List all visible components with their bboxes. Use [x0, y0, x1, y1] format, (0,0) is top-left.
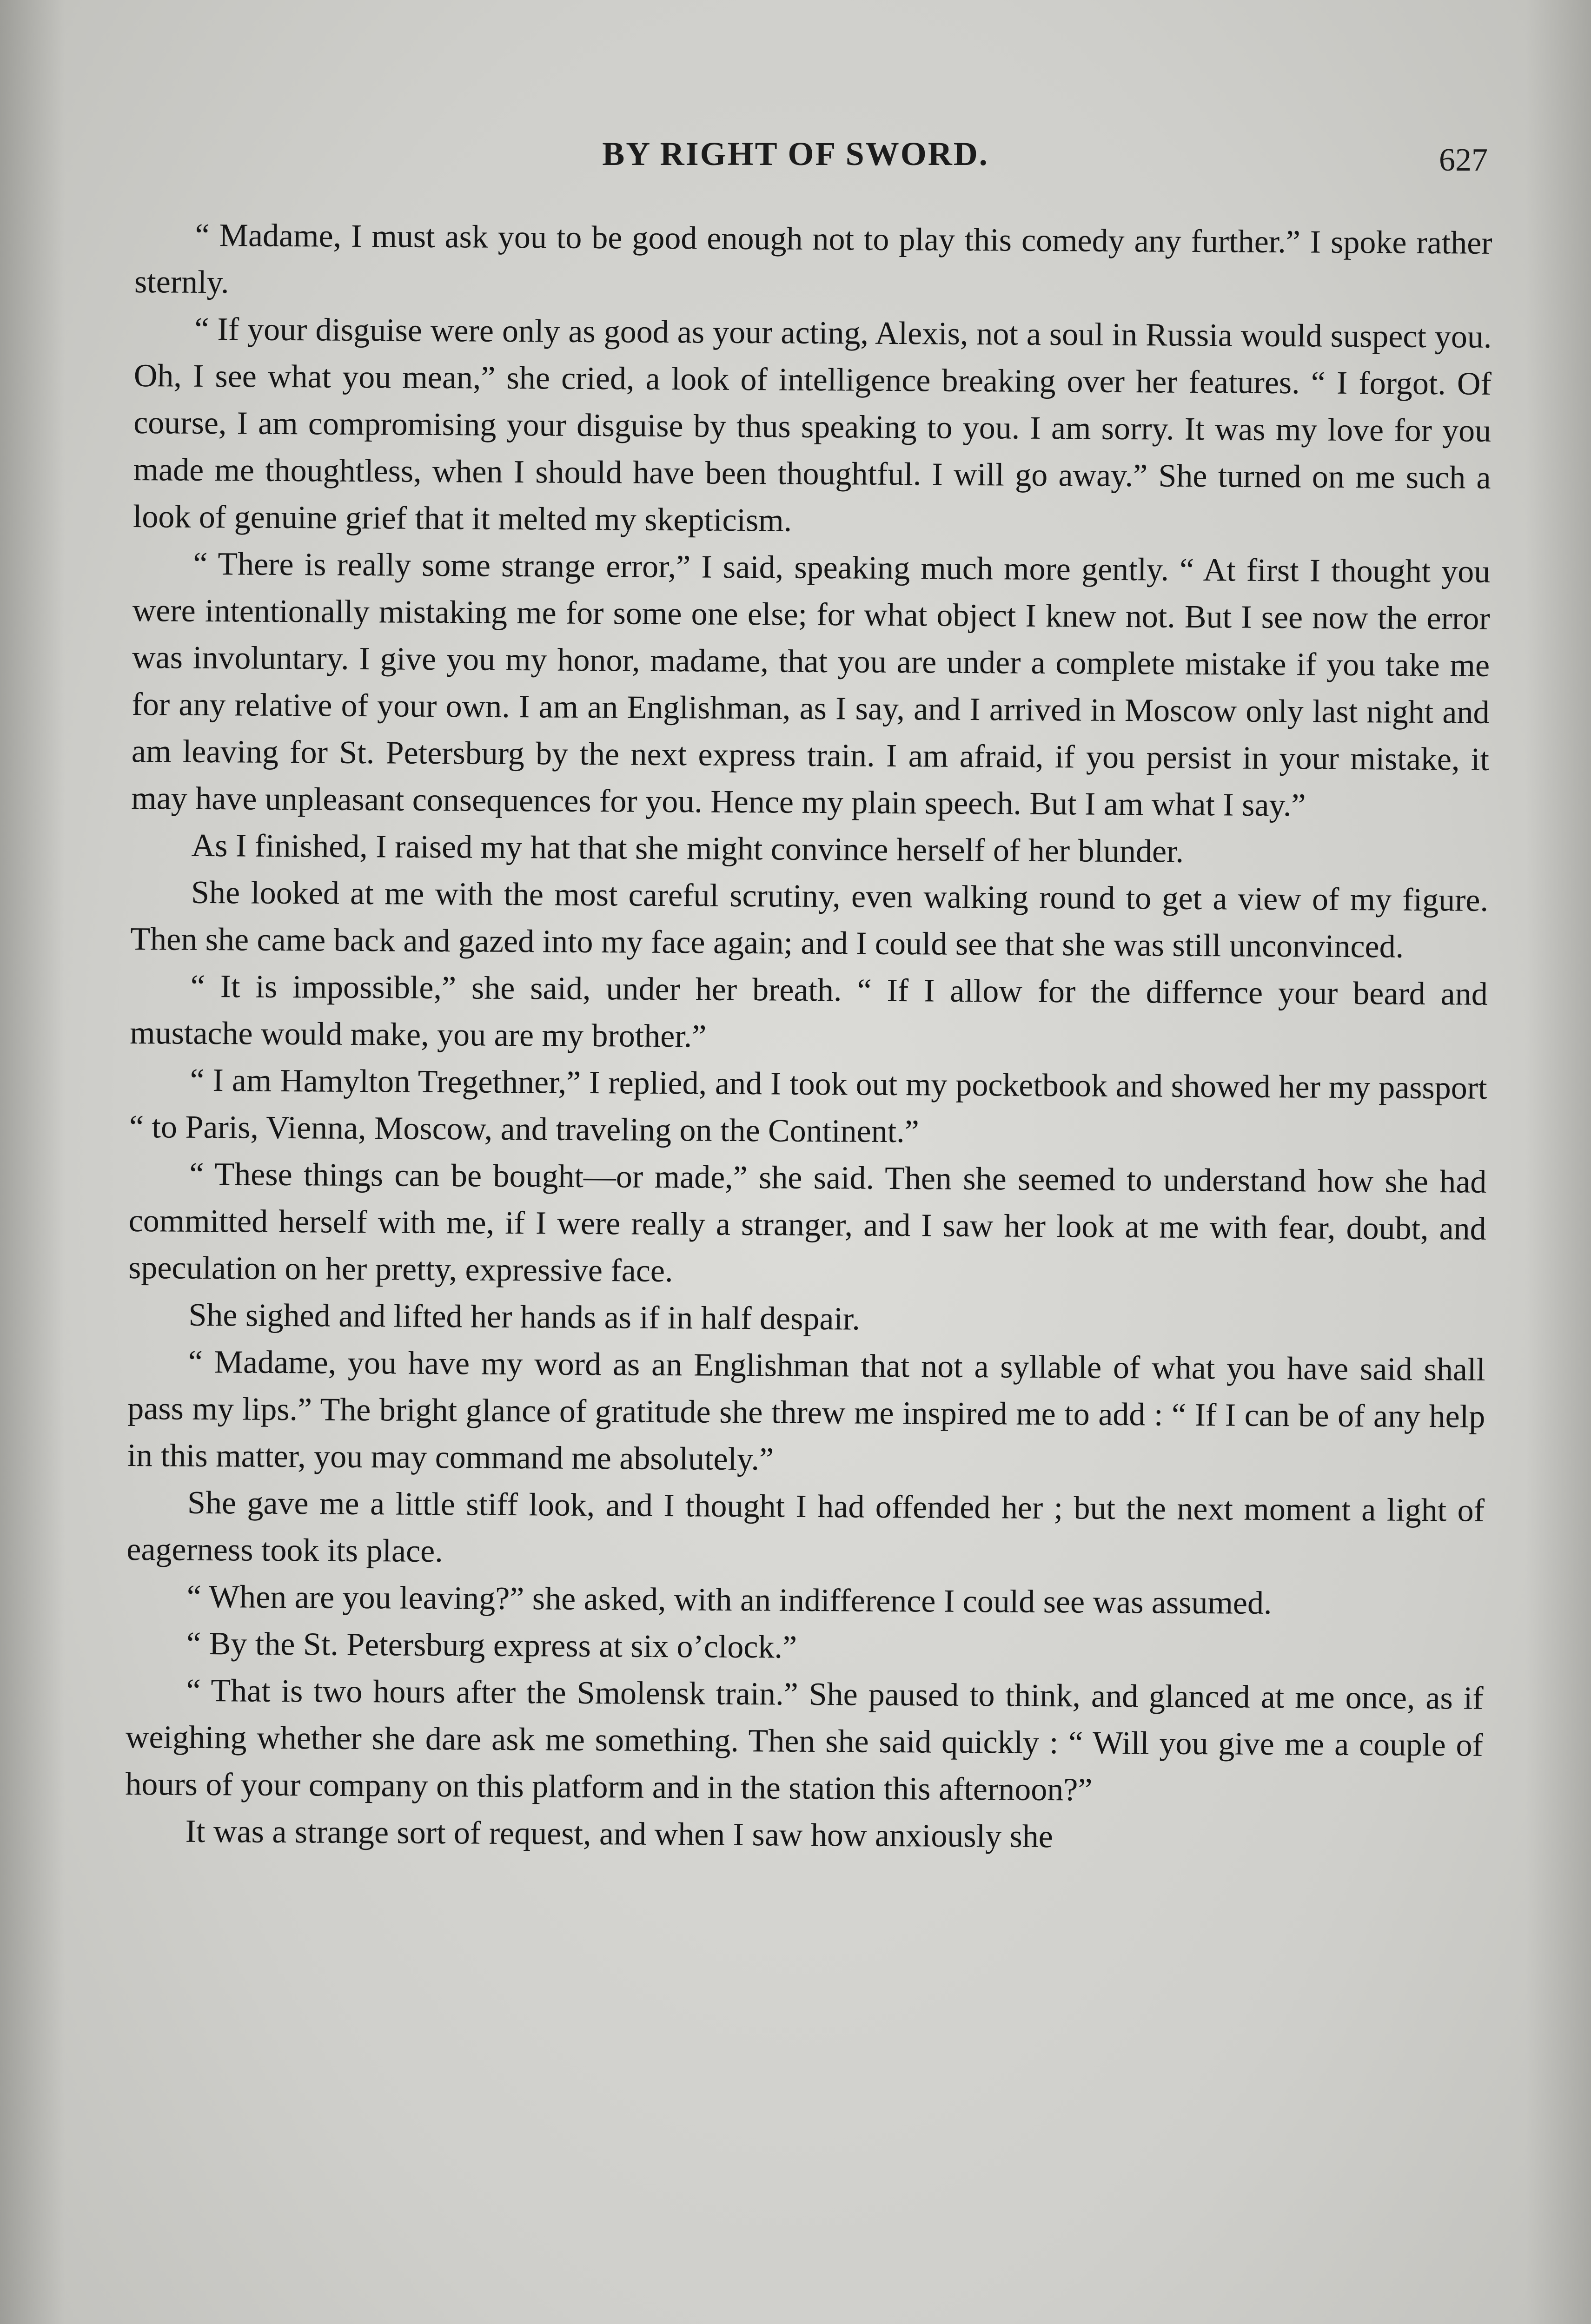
paragraph: “ These things can be bought—or made,” she said. Then she seemed to understand how she had committed herself with me, if I were really a stranger, and I saw her look at me with fear, doubt, and speculation on her pretty, expressive face. — [128, 1156, 1487, 1289]
paragraph: “ Madame, you have my word as an Englishman that not a syllable of what you have said shall pass my lips.” The bright glance of gratitude she threw me inspired me to add : “ If I can be of any help in this matter, you may command me absolutely.” — [127, 1344, 1486, 1478]
paragraph: “ Madame, I must ask you to be good enough not to play this comedy any further.” I spoke rather sternly. — [134, 217, 1492, 301]
running-head-title: BY RIGHT OF SWORD. — [602, 135, 989, 172]
paragraph: “ It is impossible,” she said, under her breath. “ If I allow for the differnce your beard and mustache would make, you are my brother.” — [129, 968, 1488, 1055]
paragraph: She gave me a little stiff look, and I thought I had offended her ; but the next moment a light of eagerness took its place. — [126, 1485, 1485, 1570]
paragraph: “ If your disguise were only as good as your acting, Alexis, not a soul in Russia would suspect you. Oh, I see what you mean,” she cried, a look of intelligence breaking over her features. “ I forgot. Of course, I am compromising your disguise by thus speaking to you. I am sorry. It was my love for you made me thoughtless, when I should have been thoughtful. I will go away.” She turned on me such a look of genuine grief that it melted my skepticism. — [133, 311, 1492, 539]
paragraph: “ By the St. Petersburg express at six o’clock.” — [186, 1625, 797, 1665]
paragraph: She sighed and lifted her hands as if in half despair. — [188, 1297, 861, 1337]
page-number: 627 — [1439, 142, 1488, 178]
paragraph: “ When are you leaving?” she asked, with an indifference I could see was assumed. — [186, 1578, 1272, 1621]
paragraph: As I finished, I raised my hat that she might convince herself of her blunder. — [191, 827, 1184, 870]
paragraph: “ I am Hamylton Tregethner,” I replied, and I took out my pocketbook and showed her my passport “ to Paris, Vienna, Moscow, and traveling on the Continent.” — [129, 1062, 1487, 1150]
left-edge-shadow — [0, 0, 65, 2324]
paragraph: She looked at me with the most careful scrutiny, even walking round to get a view of my figure. Then she came back and gazed into my face again; and I could see that she was still unconvinced. — [130, 874, 1489, 965]
paragraph: It was a strange sort of request, and when I saw how anxiously she — [185, 1813, 1054, 1855]
paragraph: “ That is two hours after the Smolensk train.” She paused to think, and glanced at me once, as if weighing whether she dare ask me something. Then she said quickly : “ Will you give me a couple of hours of your company on this platform and in the station this afternoon?” — [125, 1672, 1484, 1808]
body-text — [125, 211, 1492, 1863]
right-edge-shadow — [1526, 0, 1591, 2324]
paragraph: “ There is really some strange error,” I said, speaking much more gently. “ At first I thought you were intentionally mistaking me for some one else; for what object I knew not. But I see now the error was involuntary. I give you my honor, madame, that you are under a complete mistake if you take me for any relative of your own. I am an Englishman, as I say, and I arrived in Moscow only last night and am leaving for St. Petersburg by the next express train. I am afraid, if you persist in your mistake, it may have unpleasant consequences for you. Hence my plain speech. But I am what I say.” — [131, 546, 1491, 824]
